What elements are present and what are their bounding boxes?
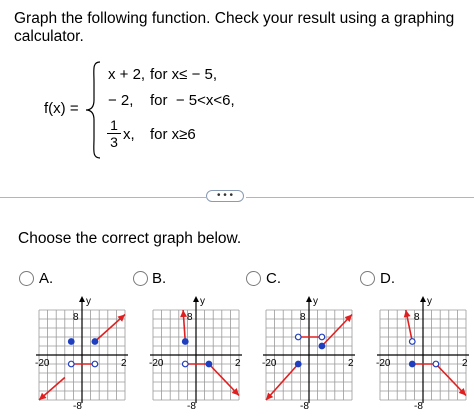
option-b-label[interactable]: B. [152,270,167,287]
closed-point [182,339,188,345]
closed-point [206,361,212,367]
piece-1-condition: for x≤ − 5, [150,66,218,83]
tick-label-top: 8 [414,312,420,323]
closed-point [295,361,301,367]
tick-label-top: 8 [300,312,306,323]
closed-point [409,361,415,367]
y-axis-arrow [79,296,85,302]
open-point [182,361,188,367]
y-axis-label: y [427,296,432,307]
tick-label-right: 2 [348,358,354,369]
open-point [68,361,74,367]
option-c-label[interactable]: C. [266,270,281,287]
arrowhead [404,310,411,318]
y-axis-arrow [420,296,426,302]
y-axis-label: y [86,296,91,307]
graph-option-d[interactable] [374,292,474,412]
closed-point [319,343,325,349]
tick-label-top: 8 [187,312,193,323]
tick-label-right: 2 [462,358,468,369]
option-a-label[interactable]: A. [39,270,54,287]
open-point [409,339,415,345]
option-c-radio[interactable] [246,271,261,286]
graph-option-a[interactable] [33,292,133,412]
divider-line [246,197,474,198]
closed-point [92,339,98,345]
divider-line [0,197,206,198]
open-point [319,334,325,340]
option-d-label[interactable]: D. [380,270,395,287]
tick-label-left: -20 [262,358,277,369]
piece-2-expression: − 2, [108,92,134,109]
tick-label-top: 8 [73,312,79,323]
open-point [433,361,439,367]
option-a-radio[interactable] [19,271,34,286]
y-axis-arrow [306,296,312,302]
tick-label-bottom: -8 [300,401,309,412]
tick-label-left: -20 [35,358,50,369]
tick-label-bottom: -8 [414,401,423,412]
open-point [295,334,301,340]
function-label: f(x) = [44,100,79,117]
tick-label-bottom: -8 [187,401,196,412]
tick-label-right: 2 [121,358,127,369]
question-prompt: Graph the following function. Check your result using a graphing calculator. [14,10,455,45]
piece-3-fraction [107,118,121,149]
choose-instruction: Choose the correct graph below. [18,230,242,247]
option-d-radio[interactable] [360,271,375,286]
closed-point [68,339,74,345]
option-b-radio[interactable] [133,271,148,286]
tick-label-left: -20 [376,358,391,369]
graph-option-b[interactable] [147,292,247,412]
fraction-denominator: 3 [110,134,118,150]
piecewise-brace [84,60,102,160]
piece-3-condition: for x≥6 [150,126,196,143]
fraction-numerator: 1 [110,117,118,133]
piece-3-expression-tail: x, [123,126,135,143]
tick-label-right: 2 [235,358,241,369]
tick-label-left: -20 [149,358,164,369]
tick-label-bottom: -8 [73,401,82,412]
y-axis-arrow [193,296,199,302]
expand-button[interactable]: • • • [206,190,244,202]
graph-option-c[interactable] [260,292,360,412]
piece-1-expression: x + 2, [108,66,146,83]
open-point [92,361,98,367]
piece-2-condition: for − 5<x<6, [150,92,235,109]
y-axis-label: y [313,296,318,307]
y-axis-label: y [200,296,205,307]
